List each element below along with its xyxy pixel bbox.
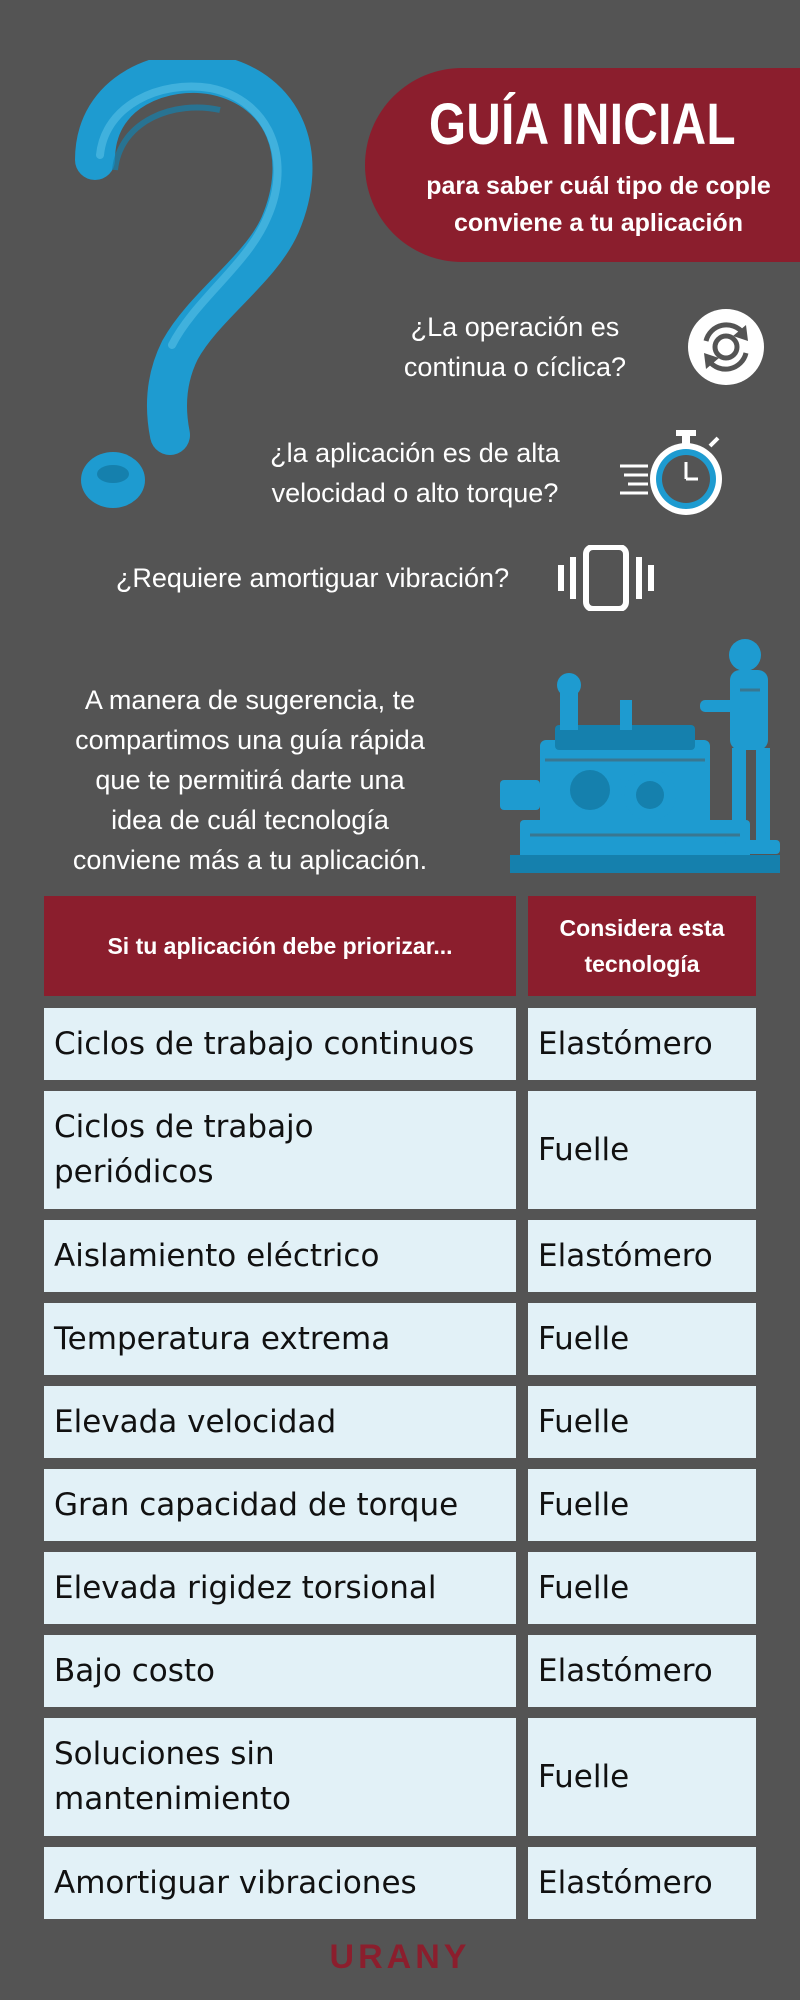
intro-line: que te permitirá darte una — [95, 765, 405, 795]
table-row — [44, 1303, 756, 1375]
technology-cell: Fuelle — [528, 1091, 756, 1209]
priority-cell: Elevada velocidad — [44, 1386, 516, 1458]
priority-cell: Aislamiento eléctrico — [44, 1220, 516, 1292]
title-banner — [365, 68, 800, 262]
header-line: tecnología — [584, 951, 700, 977]
table-row — [44, 1469, 756, 1541]
question-line: continua o cíclica? — [403, 352, 627, 382]
intro-line: conviene más a tu aplicación. — [72, 845, 428, 875]
table-row — [44, 1552, 756, 1624]
table-row — [44, 1008, 756, 1080]
question-line: ¿la aplicación es de alta — [270, 438, 560, 468]
priority-cell: Amortiguar vibraciones — [44, 1847, 516, 1919]
vibration-icon — [558, 545, 654, 611]
question-line: ¿La operación es — [410, 312, 620, 342]
question-speed-torque — [235, 433, 595, 513]
question-operation — [370, 307, 660, 387]
table-row — [44, 1847, 756, 1919]
priority-cell: Elevada rigidez torsional — [44, 1552, 516, 1624]
question-vibration — [75, 558, 550, 598]
priority-cell: Gran capacidad de torque — [44, 1469, 516, 1541]
question-line: ¿Requiere amortiguar vibración? — [115, 563, 510, 593]
table-header-priority: Si tu aplicación debe priorizar... — [44, 896, 516, 996]
table-header-technology — [528, 896, 756, 996]
technology-cell: Fuelle — [528, 1386, 756, 1458]
machine-illustration — [500, 630, 800, 880]
technology-cell: Fuelle — [528, 1469, 756, 1541]
intro-line: compartimos una guía rápida — [75, 725, 425, 755]
technology-cell: Elastómero — [528, 1847, 756, 1919]
priority-cell: Bajo costo — [44, 1635, 516, 1707]
technology-cell: Elastómero — [528, 1008, 756, 1080]
page-subtitle — [397, 168, 800, 242]
table-row — [44, 1635, 756, 1707]
priority-cell: Ciclos de trabajo continuos — [44, 1008, 516, 1080]
priority-cell: Temperatura extrema — [44, 1303, 516, 1375]
technology-cell: Elastómero — [528, 1220, 756, 1292]
technology-cell: Fuelle — [528, 1552, 756, 1624]
intro-line: idea de cuál tecnología — [111, 805, 389, 835]
cycle-icon — [686, 307, 766, 387]
question-line: velocidad o alto torque? — [271, 478, 559, 508]
technology-cell: Fuelle — [528, 1303, 756, 1375]
technology-cell: Elastómero — [528, 1635, 756, 1707]
technology-cell: Fuelle — [528, 1718, 756, 1836]
brand-logo: URANY — [329, 1938, 471, 1976]
subtitle-line: conviene a tu aplicación — [454, 209, 743, 237]
page-title: GUÍA INICIAL — [428, 92, 736, 157]
priority-cell: Ciclos de trabajo periódicos — [44, 1091, 516, 1209]
priority-cell: Soluciones sin mantenimiento — [44, 1718, 516, 1836]
subtitle-line: para saber cuál tipo de cople — [426, 172, 771, 200]
table-row — [44, 1220, 756, 1292]
table-row — [44, 1718, 756, 1836]
table-row — [44, 1386, 756, 1458]
table-row — [44, 1091, 756, 1209]
intro-line: A manera de sugerencia, te — [84, 685, 416, 715]
stopwatch-icon — [618, 428, 728, 518]
header-line: Considera esta — [559, 915, 725, 941]
intro-text — [35, 680, 465, 880]
